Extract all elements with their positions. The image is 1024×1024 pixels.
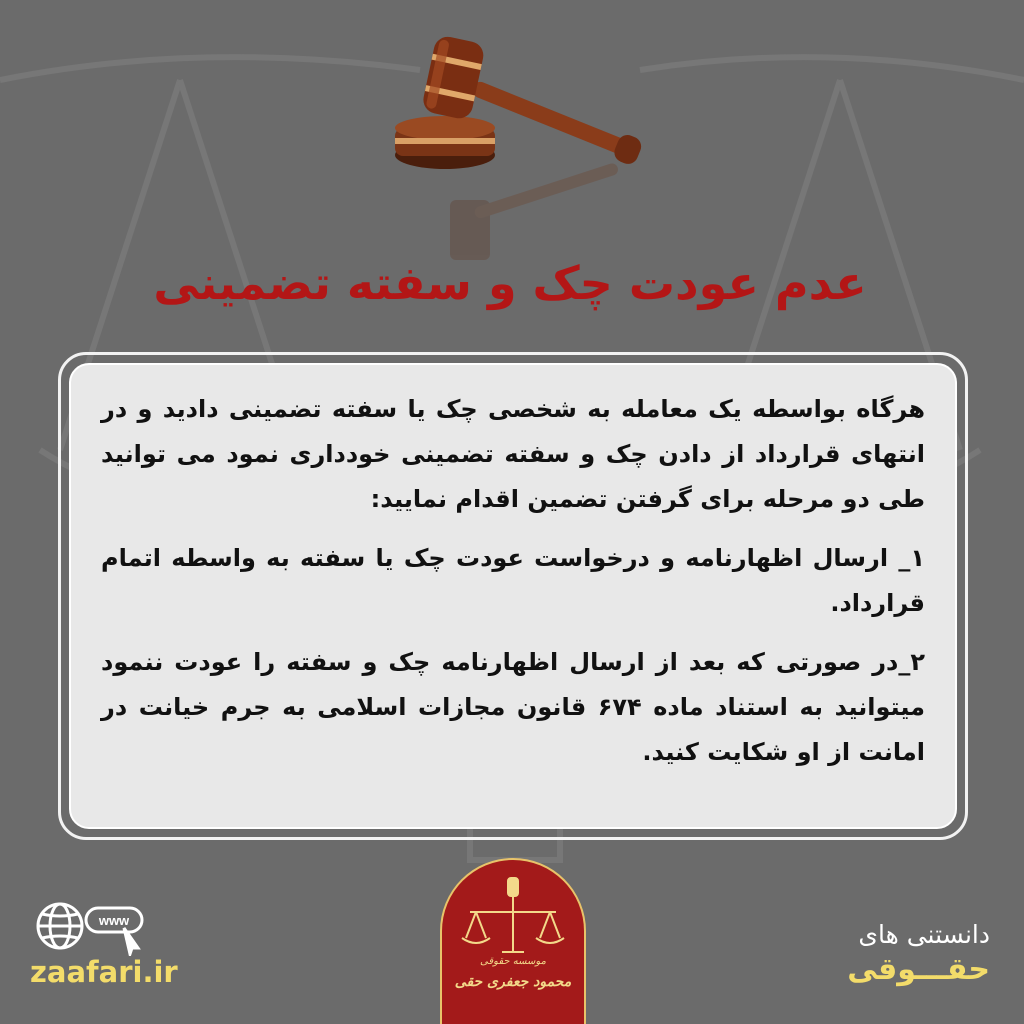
page-title: عدم عودت چک و سفته تضمینی bbox=[153, 256, 867, 310]
content-card-body bbox=[69, 363, 957, 829]
step-1-paragraph: ۱_ ارسال اظهارنامه و درخواست عودت چک یا سفته به واسطه اتمام قرارداد. bbox=[101, 544, 925, 617]
svg-text:www: www bbox=[98, 913, 130, 928]
step-2-paragraph: ۲_در صورتی که بعد از ارسال اظهارنامه چک و سفته را عودت ننمود میتوانید به استناد ماده ۶۷۴ قانون مجازات اسلامی به جرم خیانت در امانت از او شکایت کنید. bbox=[101, 648, 925, 766]
brand-line-1: دانستنی های bbox=[858, 920, 990, 949]
intro-paragraph: هرگاه بواسطه یک معامله به شخصی چک یا سفته تضمینی دادید و در انتهای قرارداد از دادن چک و سفته تضمینی خودداری نمود می توانید طی دو مرحله برای گرفتن تضمین اقدام نمایید: bbox=[101, 395, 925, 513]
logo-line-2: محمود جعفری حقی bbox=[454, 974, 572, 990]
logo-line-1: موسسه حقوقی bbox=[480, 956, 546, 967]
scales-of-justice-icon bbox=[442, 860, 584, 1024]
content-card bbox=[58, 352, 968, 840]
globe-www-icon bbox=[34, 898, 146, 956]
gavel-icon bbox=[380, 30, 660, 270]
website-link[interactable]: zaafari.ir bbox=[30, 955, 178, 989]
institute-logo bbox=[440, 858, 586, 1024]
brand-line-2: حقـــوقی bbox=[847, 952, 990, 987]
